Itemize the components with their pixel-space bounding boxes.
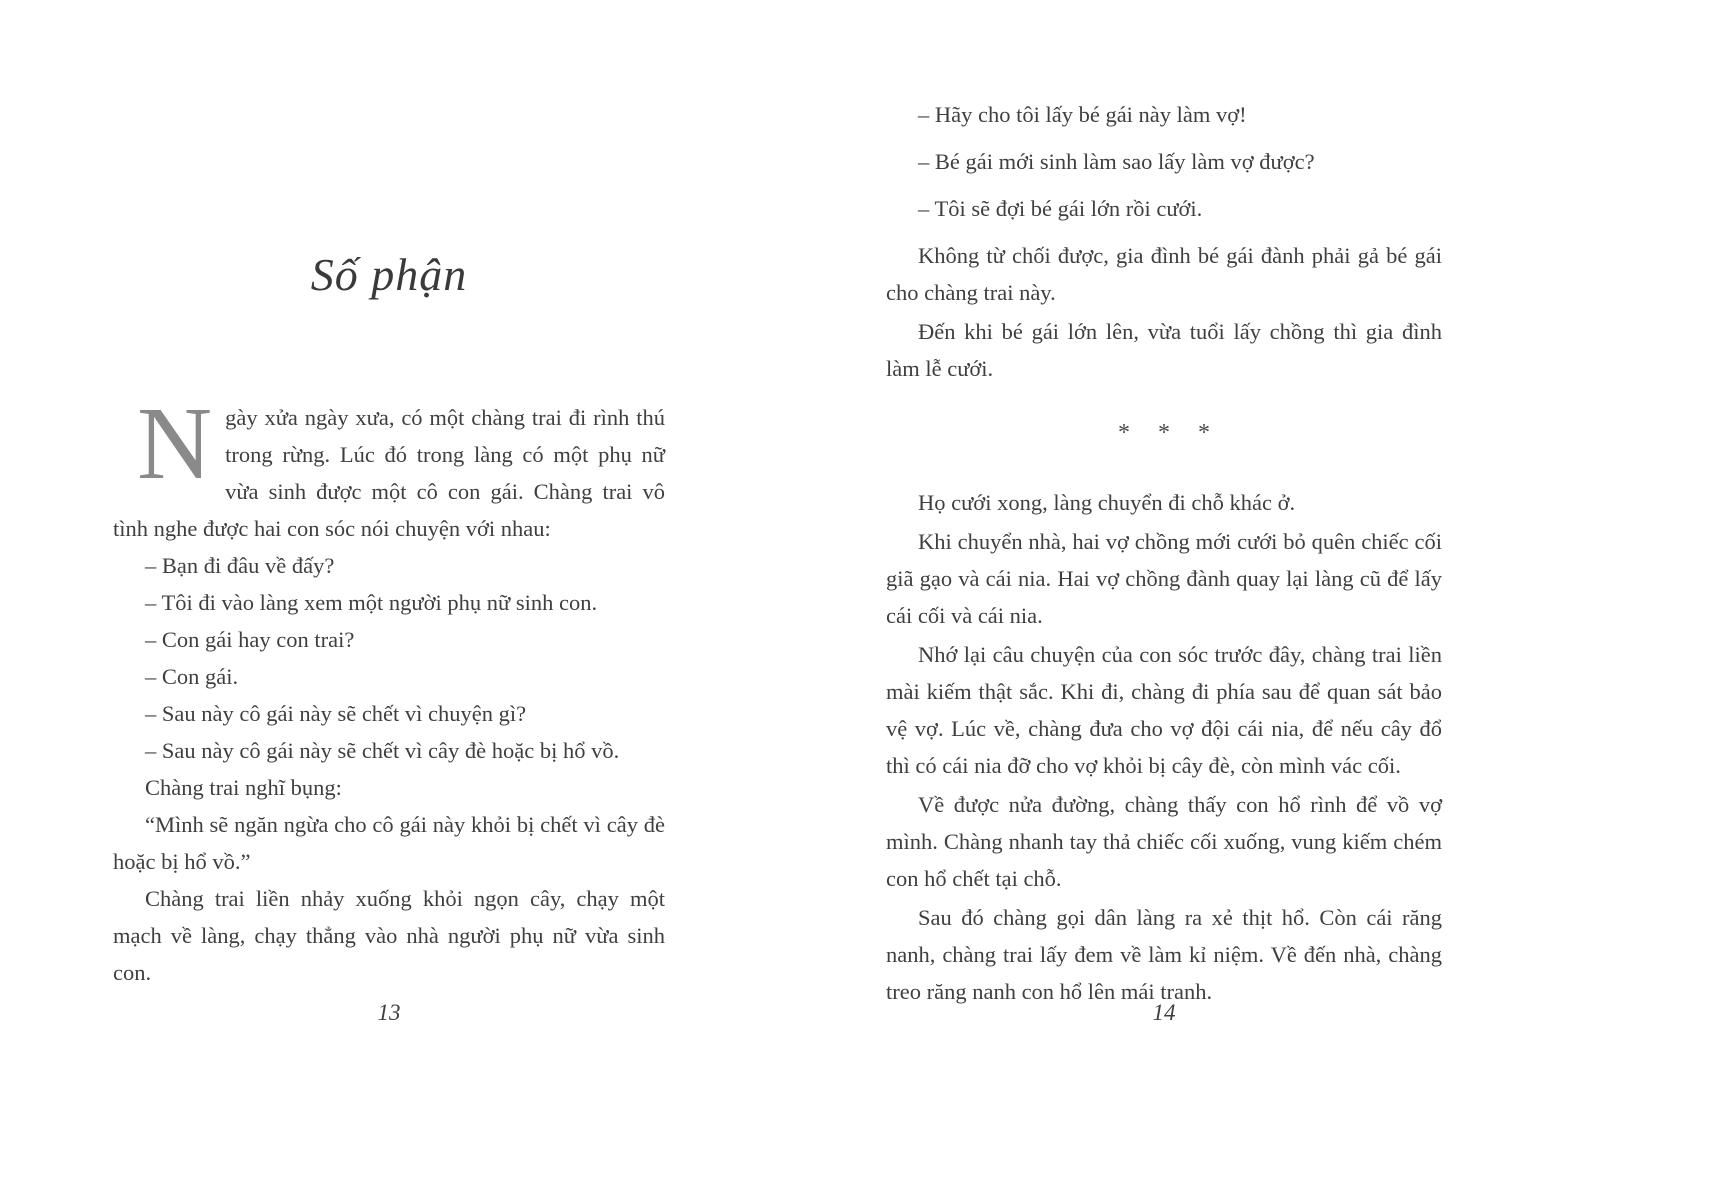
dialogue-line: – Bé gái mới sinh làm sao lấy làm vợ được? <box>918 149 1315 174</box>
body-paragraph: Họ cưới xong, làng chuyển đi chỗ khác ở. <box>918 490 1296 515</box>
opening-paragraph <box>113 386 665 547</box>
body-paragraph: Nhớ lại câu chuyện của con sóc trước đây, chàng trai liền mài kiếm thật sắc. Khi đi, chàng đi phía sau để quan sát bảo vệ vợ. Lúc về, chàng đưa cho vợ đội cái nia, để nếu cây đổ thì có cái nia đỡ cho vợ khỏi bị cây đè, còn mình vác cối. <box>886 642 1442 778</box>
dialogue-line: – Bạn đi đâu về đấy? <box>145 553 335 578</box>
dialogue-line: – Con gái. <box>145 664 239 689</box>
body-paragraph: “Mình sẽ ngăn ngừa cho cô gái này khỏi bị chết vì cây đè hoặc bị hổ vồ.” <box>113 812 665 874</box>
body-paragraph: Chàng trai liền nhảy xuống khỏi ngọn cây, chạy một mạch về làng, chạy thẳng vào nhà người phụ nữ vừa sinh con. <box>113 886 665 985</box>
dialogue-line: – Con gái hay con trai? <box>145 627 355 652</box>
body-paragraph: Đến khi bé gái lớn lên, vừa tuổi lấy chồng thì gia đình làm lễ cưới. <box>886 319 1442 381</box>
dialogue-line: – Sau này cô gái này sẽ chết vì cây đè hoặc bị hổ vồ. <box>145 738 620 763</box>
section-separator: * * * <box>1118 420 1210 446</box>
page-left <box>113 0 665 1184</box>
dialogue-line: – Sau này cô gái này sẽ chết vì chuyện gì? <box>145 701 527 726</box>
body-paragraph: Chàng trai nghĩ bụng: <box>145 775 342 800</box>
body-paragraph: Không từ chối được, gia đình bé gái đành phải gả bé gái cho chàng trai này. <box>886 243 1442 305</box>
dialogue-line: – Tôi đi vào làng xem một người phụ nữ sinh con. <box>145 590 598 615</box>
page-number: 13 <box>377 1000 401 1025</box>
page-right <box>886 0 1442 1184</box>
drop-cap: N <box>137 386 213 501</box>
page-number: 14 <box>1152 1000 1176 1025</box>
body-paragraph: Về được nửa đường, chàng thấy con hổ rình để vồ vợ mình. Chàng nhanh tay thả chiếc cối xuống, vung kiếm chém con hổ chết tại chỗ. <box>886 792 1442 891</box>
body-paragraph: Sau đó chàng gọi dân làng ra xẻ thịt hổ. Còn cái răng nanh, chàng trai lấy đem về làm kỉ niệm. Về đến nhà, chàng treo răng nanh con hổ lên mái tranh. <box>886 905 1442 1004</box>
dialogue-line: – Tôi sẽ đợi bé gái lớn rồi cưới. <box>918 196 1203 221</box>
body-paragraph: Khi chuyển nhà, hai vợ chồng mới cưới bỏ quên chiếc cối giã gạo và cái nia. Hai vợ chồng đành quay lại làng cũ để lấy cái cối và cái nia. <box>886 529 1442 628</box>
chapter-title: Số phận <box>310 249 468 300</box>
dialogue-line: – Hãy cho tôi lấy bé gái này làm vợ! <box>918 102 1247 127</box>
opening-paragraph-text: gày xửa ngày xưa, có một chàng trai đi rình thú trong rừng. Lúc đó trong làng có một phụ nữ vừa sinh được một cô con gái. Chàng trai vô tình nghe được hai con sóc nói chuyện với nhau: <box>113 405 665 541</box>
